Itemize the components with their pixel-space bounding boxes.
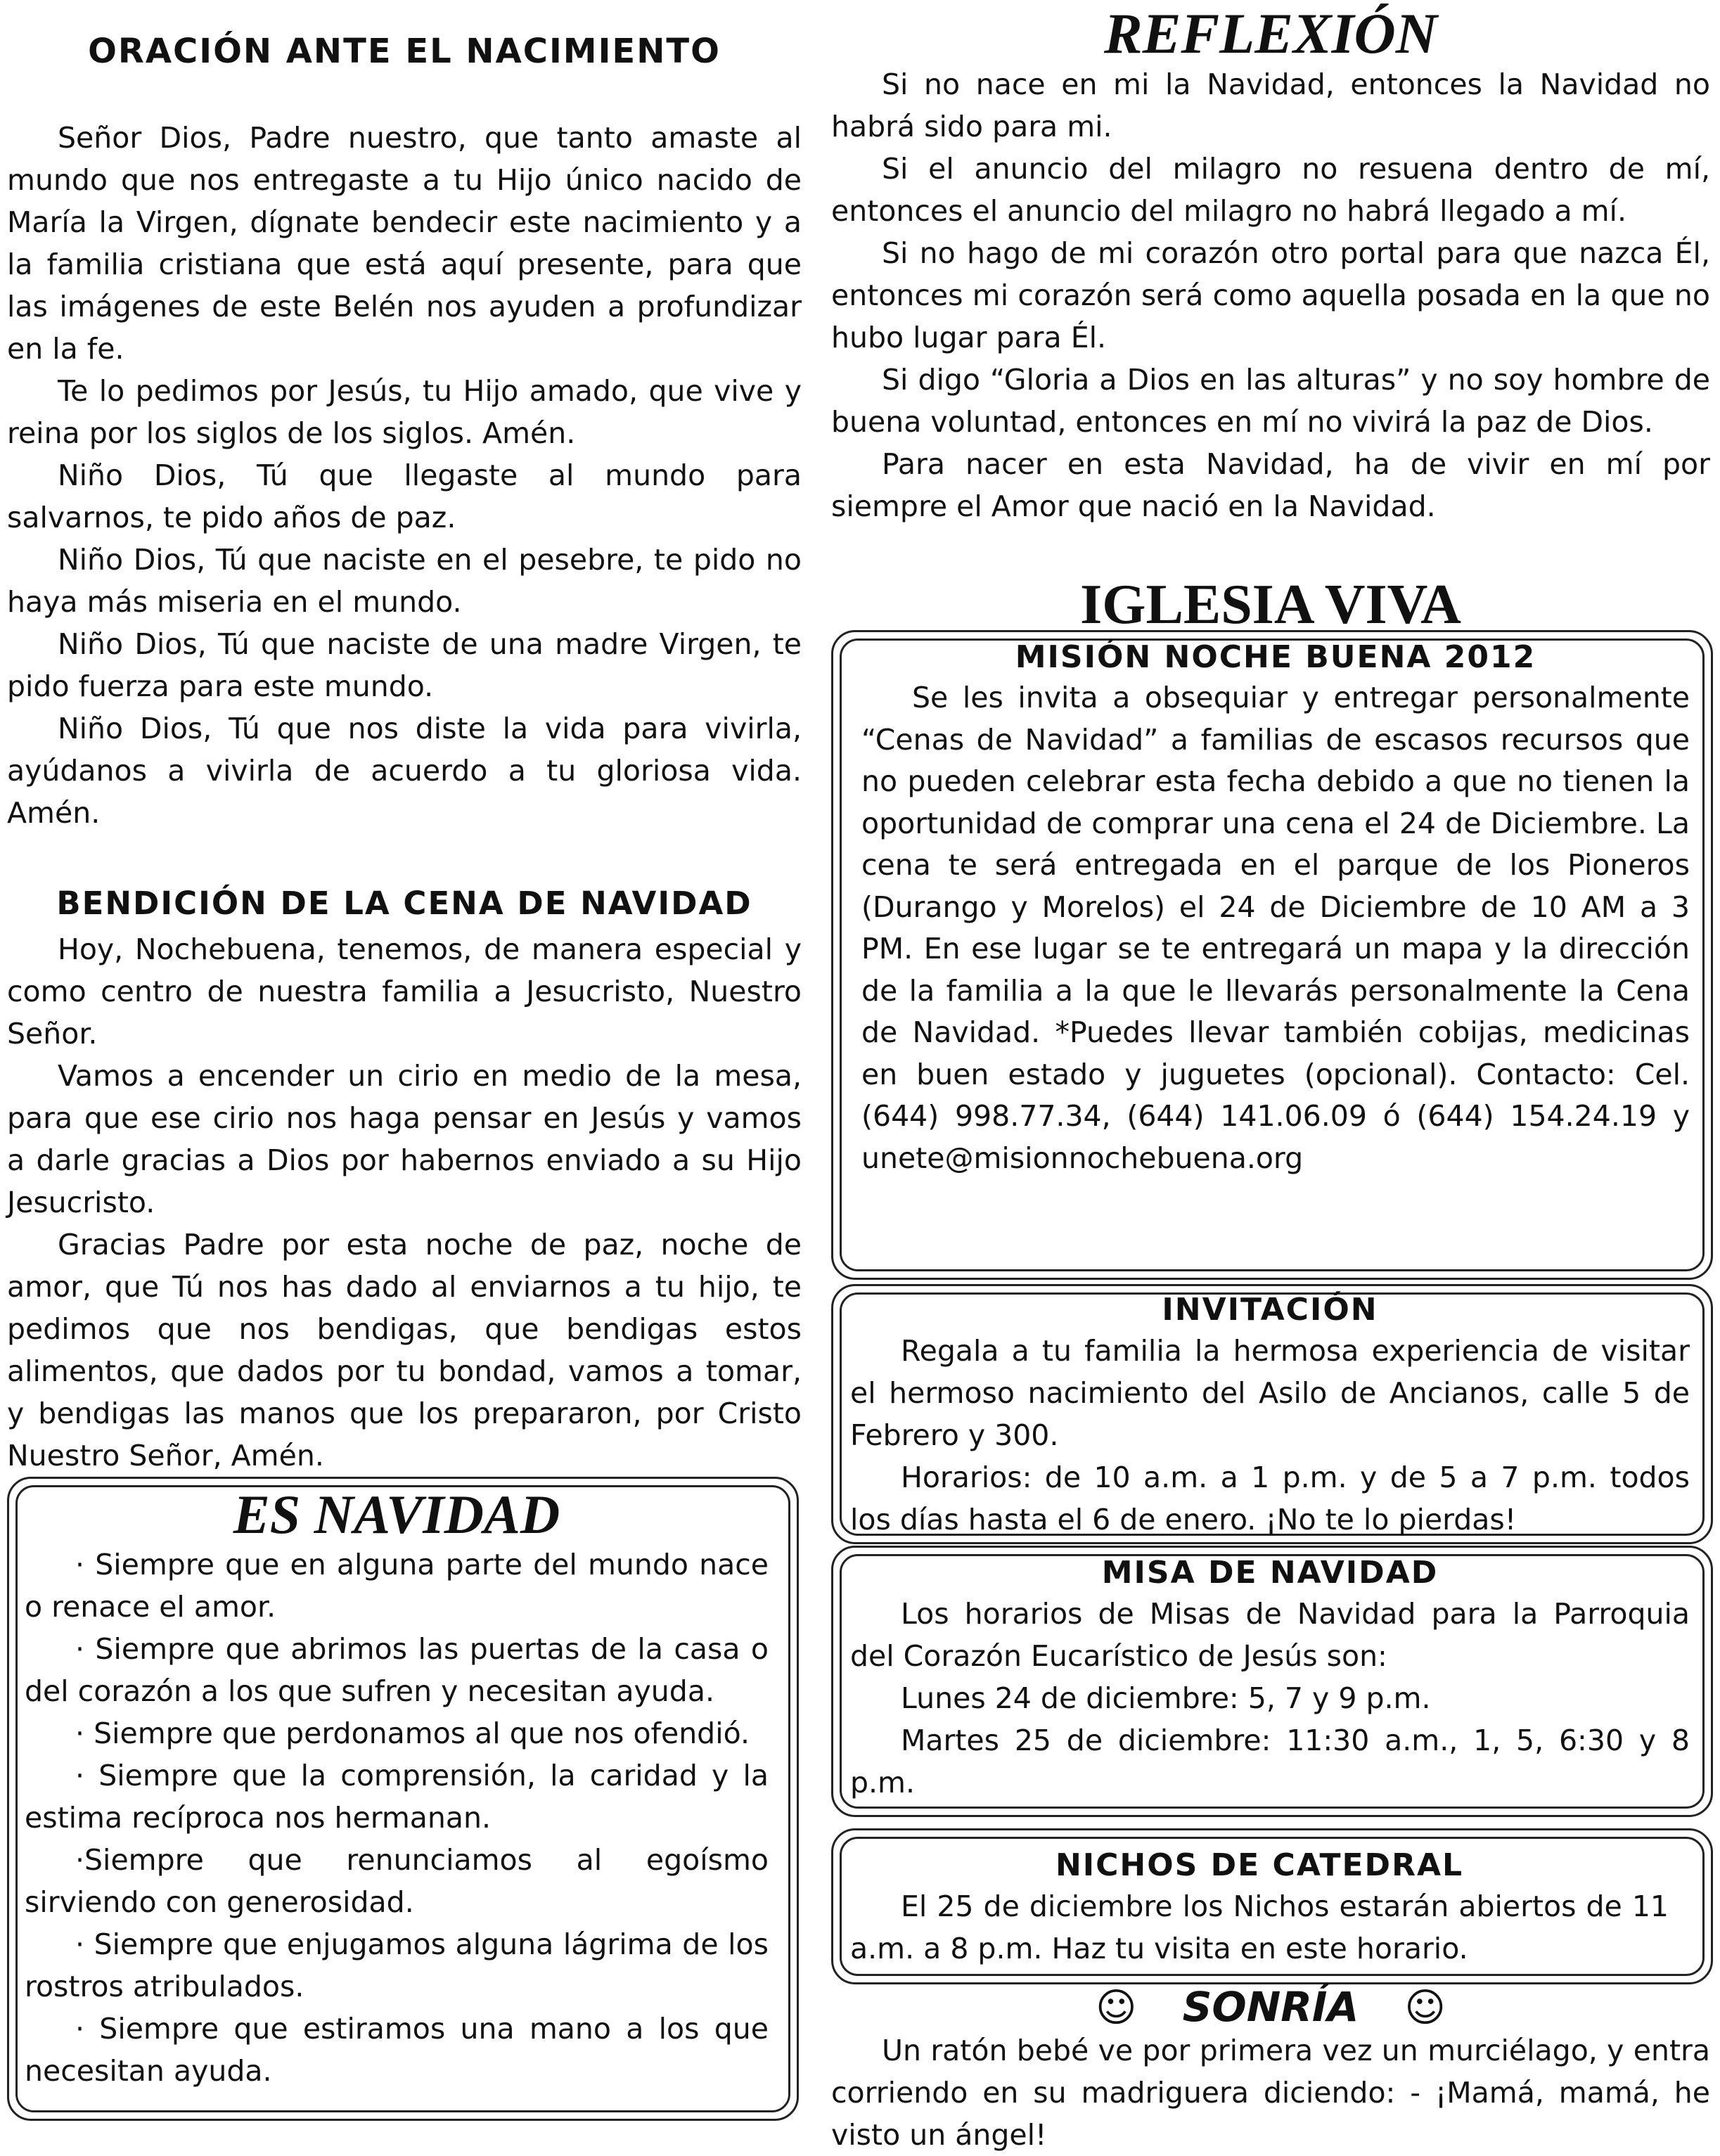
- oracion-paragraph: Niño Dios, Tú que naciste en el pesebre, te pido no haya más miseria en el mundo.: [7, 543, 802, 619]
- oracion-paragraph: Niño Dios, Tú que nos diste la vida para vivirla, ayúdanos a vivirla de acuerdo a tu gloriosa vida. Amén.: [7, 712, 802, 830]
- misa-paragraph: Los horarios de Misas de Navidad para la Parroquia del Corazón Eucarístico de Jesús son:: [850, 1597, 1690, 1673]
- mision-text: Se les invita a obsequiar y entregar personalmente “Cenas de Navidad” a familias de escasos recursos que no pueden celebrar esta fecha debido a que no tienen la oportunidad de comprar una cena el 24 de Diciembre. La cena te será entregada en el parque de los Pioneros (Durango y Morelos) el 24 de Diciembre de 10 AM a 3 PM. En ese lugar se te entregará un mapa y la dirección de la familia a la que le llevarás personalmente la Cena de Navidad. *Puedes llevar también cobijas, medicinas en buen estado y juguetes (opcional). Contacto: Cel.(644) 998.77.34, (644) 141.06.09 ó (644) 154.24.19 y unete@misionnochebuena.org: [861, 681, 1690, 1175]
- nichos-text: El 25 de diciembre los Nichos estarán abiertos de 11 a.m. a 8 p.m. Haz tu visita en este horario.: [850, 1889, 1669, 1965]
- right-column: [831, 0, 1710, 527]
- mision-box: [831, 630, 1713, 1280]
- list-item: ·Siempre que renunciamos al egoísmo sirviendo con generosidad.: [25, 1843, 769, 1919]
- left-column: [7, 0, 802, 1477]
- oracion-paragraph: Te lo pedimos por Jesús, tu Hijo amado, que vive y reina por los siglos de los siglos. Amén.: [7, 374, 802, 450]
- es-navidad-title: ES NAVIDAD: [233, 1484, 560, 1545]
- list-item: · Siempre que en alguna parte del mundo nace o renace el amor.: [25, 1548, 769, 1624]
- list-item: · Siempre que perdonamos al que nos ofendió.: [75, 1717, 750, 1750]
- bendicion-title: BENDICIÓN DE LA CENA DE NAVIDAD: [56, 885, 752, 922]
- nichos-title: NICHOS DE CATEDRAL: [1055, 1847, 1464, 1883]
- sonria-text: Un ratón bebé ve por primera vez un murciélago, y entra corriendo en su madriguera diciendo: - ¡Mamá, mamá, he visto un ángel!: [831, 2034, 1710, 2152]
- es-navidad-list: [25, 1544, 769, 2092]
- oracion-paragraph: Señor Dios, Padre nuestro, que tanto amaste al mundo que nos entregaste a tu Hijo único nacido de María la Virgen, dígnate bendecir este nacimiento y a la familia cristiana que está aquí presente, para que las imágenes de este Belén nos ayuden a profundizar en la fe.: [7, 121, 802, 366]
- invitacion-box: [831, 1284, 1713, 1544]
- bendicion-paragraph: Vamos a encender un cirio en medio de la mesa, para que ese cirio nos haga pensar en Jesús y vamos a darle gracias a Dios por habernos enviado a su Hijo Jesucristo.: [7, 1059, 802, 1219]
- oracion-paragraph: Niño Dios, Tú que llegaste al mundo para salvarnos, te pido años de paz.: [7, 458, 802, 534]
- list-item: · Siempre que la comprensión, la caridad y la estima recíproca nos hermanan.: [25, 1759, 769, 1835]
- reflexion-paragraph: Si digo “Gloria a Dios en las alturas” y no soy hombre de buena voluntad, entonces en mí no vivirá la paz de Dios.: [831, 363, 1710, 439]
- bendicion-paragraph: Hoy, Nochebuena, tenemos, de manera especial y como centro de nuestra familia a Jesucristo, Nuestro Señor.: [7, 932, 802, 1051]
- sonria-section: [831, 1984, 1710, 2156]
- misa-title: MISA DE NAVIDAD: [1101, 1555, 1439, 1591]
- iglesia-viva-title: IGLESIA VIVA: [1080, 574, 1461, 636]
- reflexion-paragraph: Para nacer en esta Navidad, ha de vivir en mí por siempre el Amor que nació en la Navidad.: [831, 447, 1710, 523]
- invitacion-paragraph: Regala a tu familia la hermosa experiencia de visitar el hermoso nacimiento del Asilo de Ancianos, calle 5 de Febrero y 300.: [850, 1334, 1690, 1452]
- misa-paragraph: Martes 25 de diciembre: 11:30 a.m., 1, 5, 6:30 y 8 p.m.: [850, 1724, 1690, 1799]
- misa-paragraph: Lunes 24 de diciembre: 5, 7 y 9 p.m.: [901, 1681, 1431, 1715]
- smiley-icon: ☺: [1096, 1985, 1137, 2031]
- list-item: · Siempre que abrimos las puertas de la casa o del corazón a los que sufren y necesitan ayuda.: [25, 1632, 769, 1708]
- reflexion-paragraph: Si no hago de mi corazón otro portal para que nazca Él, entonces mi corazón será como aquella posada en la que no hubo lugar para Él.: [831, 236, 1710, 354]
- oracion-title: ORACIÓN ANTE EL NACIMIENTO: [88, 32, 721, 71]
- bendicion-body: [7, 928, 802, 1477]
- nichos-box: [831, 1828, 1713, 1984]
- es-navidad-box: [7, 1477, 799, 2121]
- invitacion-paragraph: Horarios: de 10 a.m. a 1 p.m. y de 5 a 7 p.m. todos los días hasta el 6 de enero. ¡No te lo pierdas!: [850, 1461, 1690, 1536]
- reflexion-paragraph: Si el anuncio del milagro no resuena dentro de mí, entonces el anuncio del milagro no habrá llegado a mí.: [831, 152, 1710, 228]
- sonria-title: SONRÍA: [1182, 1983, 1359, 2031]
- reflexion-title: REFLEXIÓN: [1104, 1, 1437, 65]
- misa-box: [831, 1546, 1713, 1817]
- invitacion-title: INVITACIÓN: [1162, 1292, 1378, 1328]
- oracion-paragraph: Niño Dios, Tú que naciste de una madre Virgen, te pido fuerza para este mundo.: [7, 627, 802, 703]
- smiley-icon: ☺: [1404, 1985, 1446, 2031]
- list-item: · Siempre que enjugamos alguna lágrima de los rostros atribulados.: [25, 1927, 769, 2003]
- list-item: · Siempre que estiramos una mano a los que necesitan ayuda.: [25, 2012, 769, 2088]
- mision-title: MISIÓN NOCHE BUENA 2012: [1015, 639, 1536, 675]
- sonria-header: [831, 1984, 1710, 2029]
- reflexion-paragraph: Si no nace en mi la Navidad, entonces la Navidad no habrá sido para mi.: [831, 68, 1710, 143]
- reflexion-body: [831, 63, 1710, 527]
- bendicion-paragraph: Gracias Padre por esta noche de paz, noche de amor, que Tú nos has dado al enviarnos a tu hijo, te pedimos que nos bendigas, que bendigas estos alimentos, que dados por tu bondad, vamos a tomar, y bendigas las manos que los prepararon, por Cristo Nuestro Señor, Amén.: [7, 1228, 802, 1472]
- oracion-body: [7, 117, 802, 834]
